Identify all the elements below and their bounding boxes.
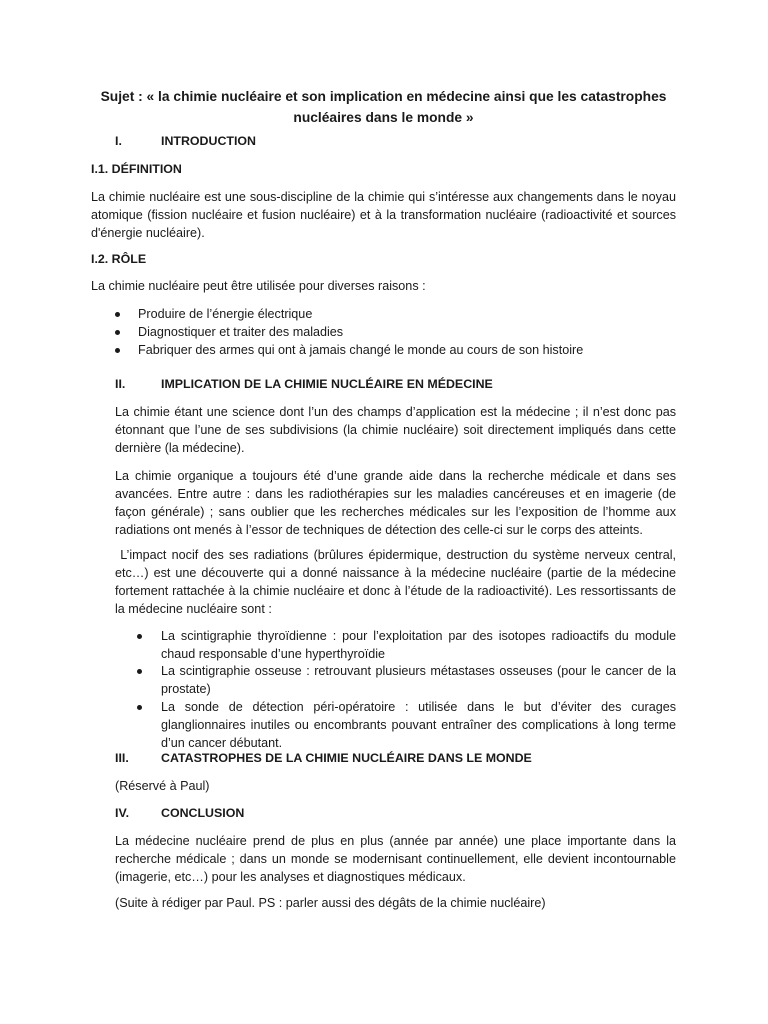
role-item-text: Fabriquer des armes qui ont à jamais changé le monde au cours de son histoire bbox=[138, 343, 584, 357]
section-3-heading bbox=[115, 751, 532, 765]
role-paragraph: La chimie nucléaire peut être utilisée pour diverses raisons : bbox=[91, 279, 426, 293]
section-1-number: I. bbox=[115, 134, 122, 148]
section-2-number: II. bbox=[115, 377, 126, 391]
section-4-number: IV. bbox=[115, 806, 130, 820]
definition-paragraph: La chimie nucléaire est une sous-discipline de la chimie qui s’intéresse aux changements dans le noyau atomique (fission nucléaire et fusion nucléaire) et à la transformation nucléaire (radioactivité et sources d'énergie nucléaire). bbox=[91, 190, 676, 240]
follow-up-note: (Suite à rédiger par Paul. PS : parler aussi des dégâts de la chimie nucléaire) bbox=[115, 896, 546, 910]
section-1-title: INTRODUCTION bbox=[161, 134, 256, 148]
conclusion-paragraph: La médecine nucléaire prend de plus en plus (année par année) une place importante dans la recherche médicale ; dans un monde se modernisant continuellement, elle devient incontournable (imagerie, etc…) pour les analyses et diagnostiques médicaux. bbox=[115, 834, 676, 884]
section-4-title: CONCLUSION bbox=[161, 806, 245, 820]
medicine-list-item bbox=[161, 698, 676, 752]
implication-paragraph-3: L’impact nocif des ses radiations (brûlures épidermique, destruction du système nerveux central, etc…) est une découverte qui a donné naissance à la médecine nucléaire (partie de la médecine fortement rattachée à la chimie nucléaire et donc à l’étude de la radioactivité). Les ressortissants de la médecine nucléaire sont : bbox=[115, 548, 680, 616]
medicine-item-text: La scintigraphie thyroïdienne : pour l’exploitation par des isotopes radioactifs du module chaud responsable d’une hyperthyroïdie bbox=[161, 629, 676, 661]
subsection-1-1-heading: I.1. DÉFINITION bbox=[91, 162, 182, 176]
bullet-dot bbox=[115, 312, 120, 317]
medicine-item-text: La scintigraphie osseuse : retrouvant plusieurs métastases osseuses (pour le cancer de la prostate) bbox=[161, 664, 676, 696]
role-item-text: Produire de l’énergie électrique bbox=[138, 307, 313, 321]
implication-paragraph-2: La chimie organique a toujours été d’une grande aide dans la recherche médicale et dans ses avancées. Entre autre : dans les radiothérapies sur les maladies cancéreuses et en imagerie (de façon générale) ; sans oublier que les recherches médicales sur les l’exposition de l’homme aux radiations ont menés à l’essor de techniques de détection des celle-ci sur le corps des atteints. bbox=[115, 469, 676, 537]
role-list-item bbox=[138, 305, 312, 323]
subsection-1-2-heading: I.2. RÔLE bbox=[91, 252, 147, 266]
medicine-list-item bbox=[161, 662, 676, 698]
section-1-heading bbox=[115, 134, 256, 148]
implication-paragraph-1: La chimie étant une science dont l’un des champs d’application est la médecine ; il n’est donc pas étonnant que l’une de ses subdivisions (la chimie nucléaire) soit directement impliqués dans cette dernière (la médecine). bbox=[115, 405, 676, 455]
section-2-heading bbox=[115, 377, 493, 391]
document-title bbox=[91, 86, 676, 128]
role-list-item bbox=[138, 341, 583, 359]
section-2-title: IMPLICATION DE LA CHIMIE NUCLÉAIRE EN MÉDECINE bbox=[161, 377, 493, 391]
section-3-title: CATASTROPHES DE LA CHIMIE NUCLÉAIRE DANS LE MONDE bbox=[161, 751, 532, 765]
reserved-note: (Réservé à Paul) bbox=[115, 779, 210, 793]
bullet-dot bbox=[137, 634, 142, 639]
bullet-dot bbox=[137, 705, 142, 710]
role-list-item bbox=[138, 323, 343, 341]
bullet-dot bbox=[137, 669, 142, 674]
title-line-2: nucléaires dans le monde » bbox=[293, 110, 474, 125]
section-3-number: III. bbox=[115, 751, 129, 765]
role-item-text: Diagnostiquer et traiter des maladies bbox=[138, 325, 344, 339]
medicine-list-item bbox=[161, 627, 676, 663]
title-line-1: Sujet : « la chimie nucléaire et son implication en médecine ainsi que les catastrophes bbox=[100, 89, 667, 104]
bullet-dot bbox=[115, 348, 120, 353]
section-4-heading bbox=[115, 806, 244, 820]
medicine-item-text: La sonde de détection péri-opératoire : utilisée dans le but d’éviter des curages glanglionnaires inutiles ou encombrants pouvant entraîner des complications à long terme d’un cancer débutant. bbox=[161, 700, 676, 750]
bullet-dot bbox=[115, 330, 120, 335]
